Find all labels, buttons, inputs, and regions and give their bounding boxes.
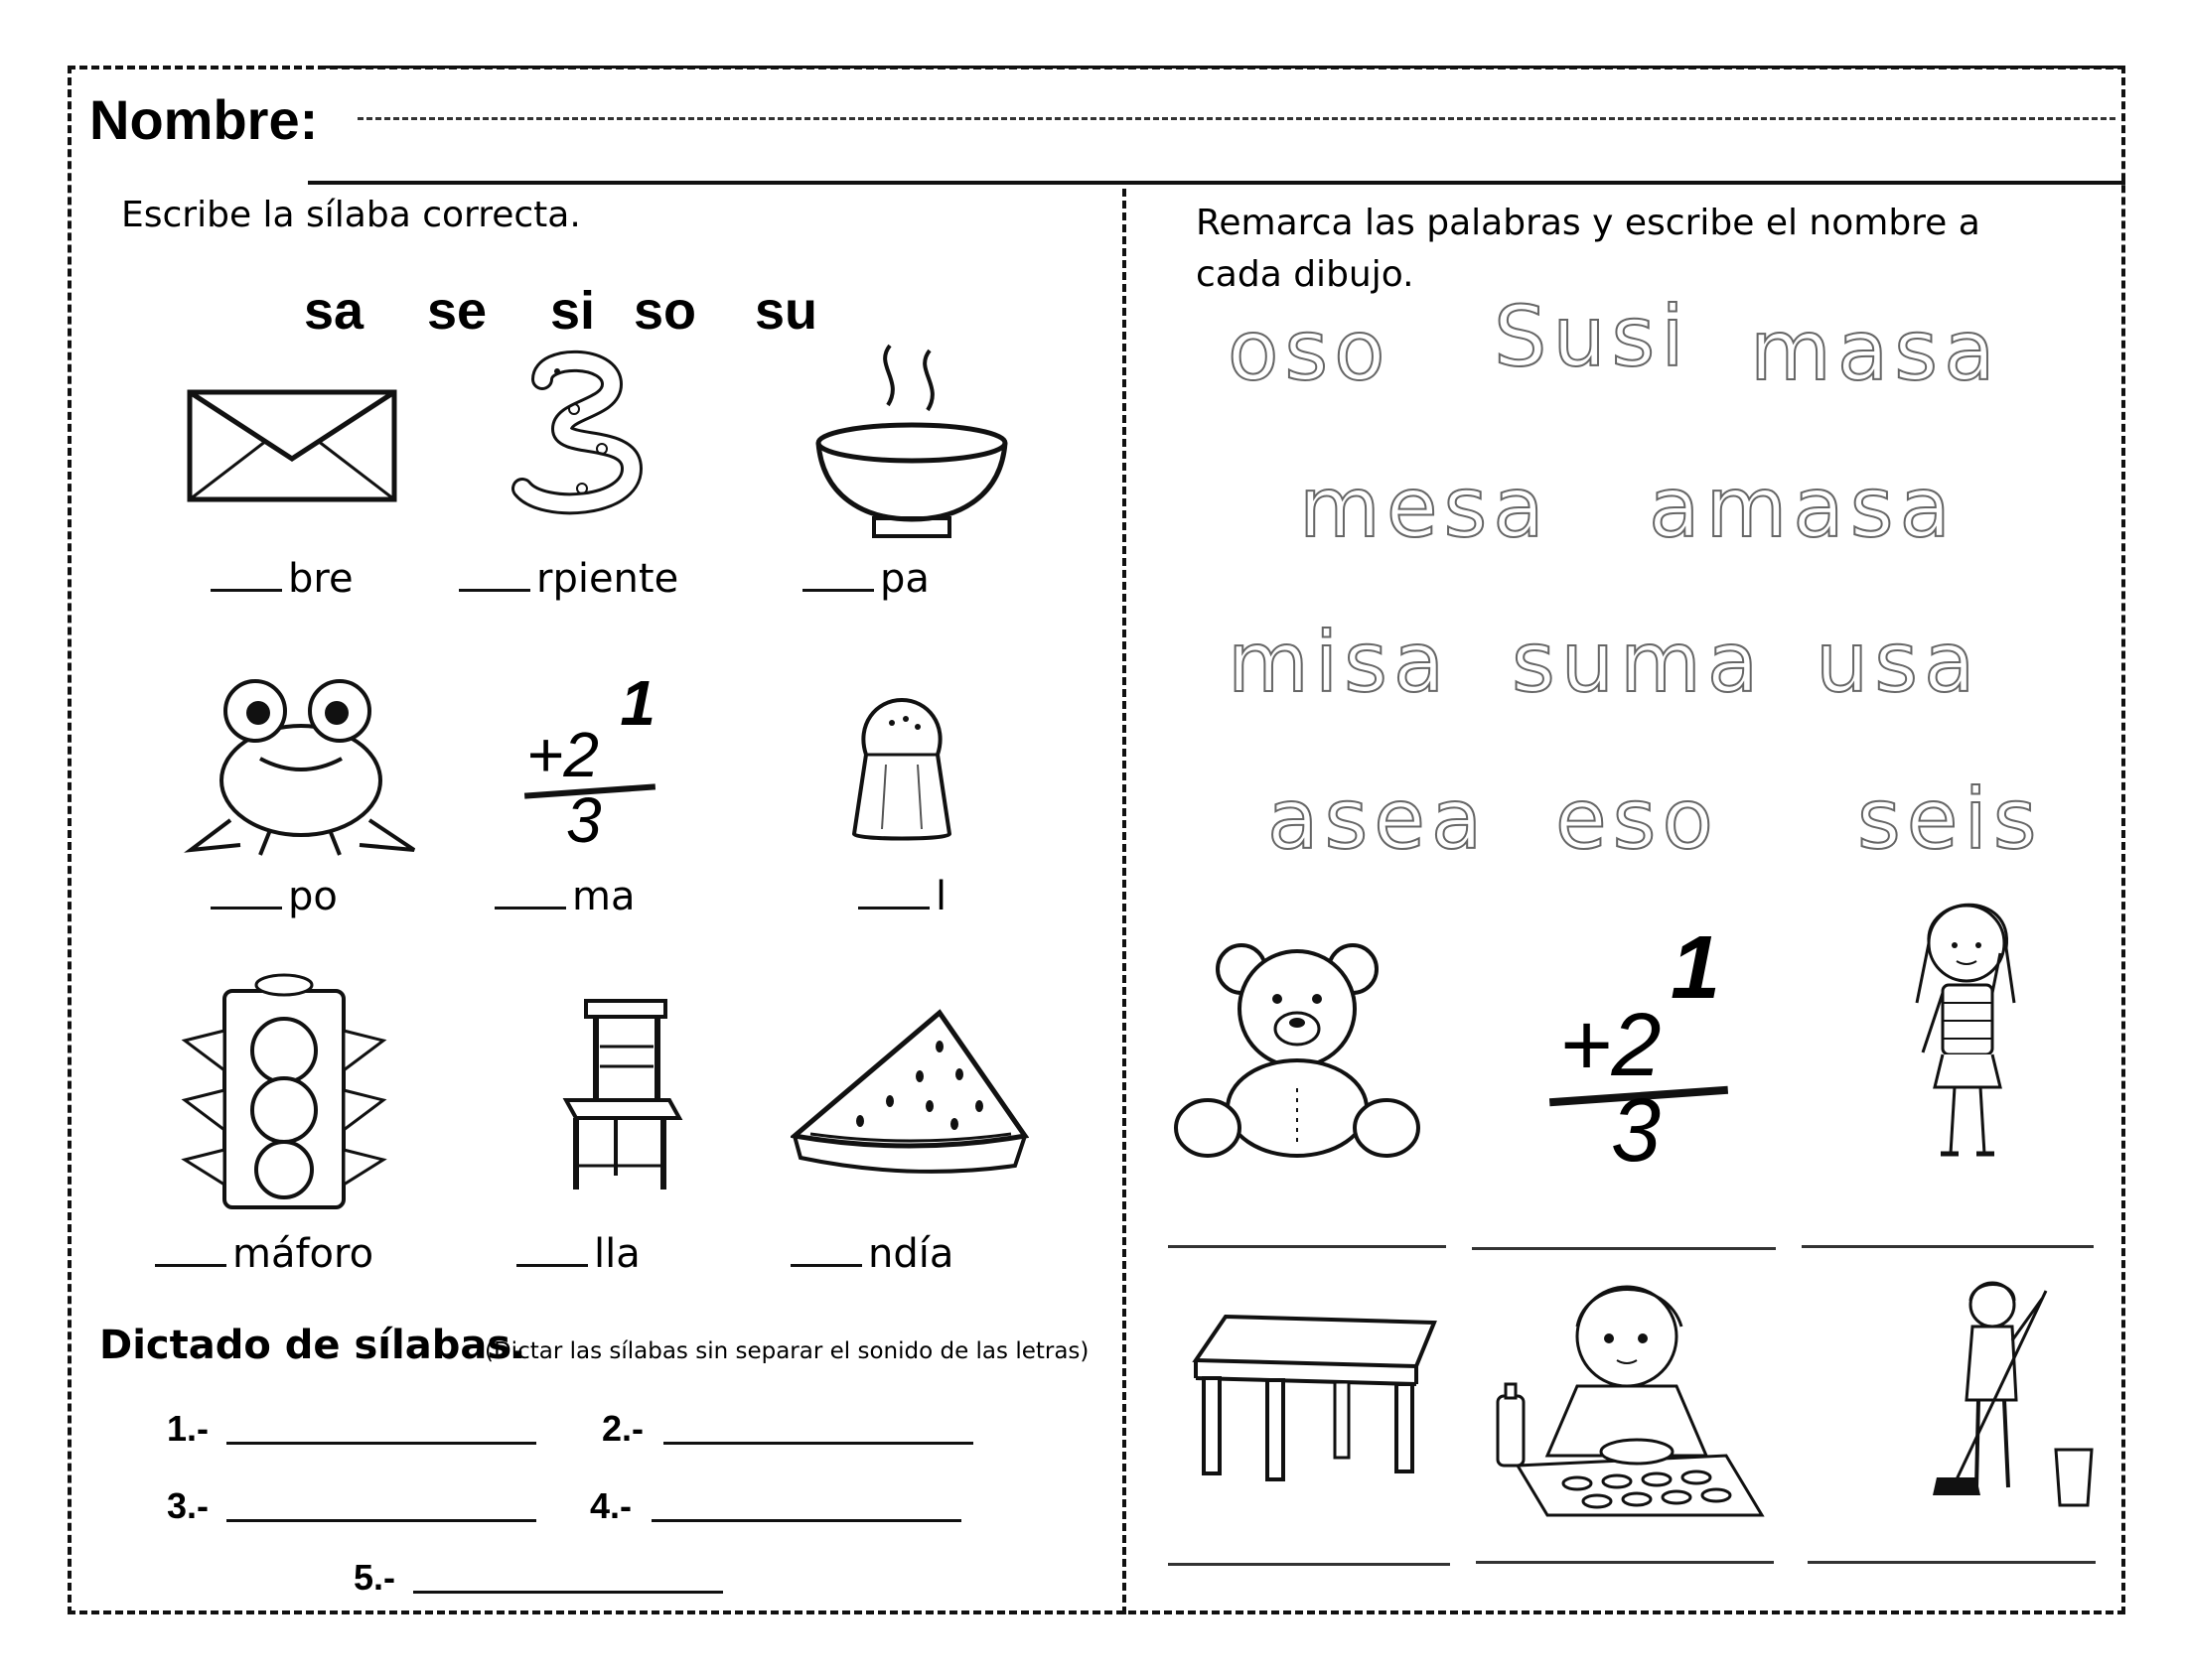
trace-word-mesa[interactable]: mesa (1299, 459, 1550, 556)
right-instruction-line-2: cada dibujo. (1196, 254, 1414, 295)
syllable-si: si (550, 281, 596, 341)
table-icon (1186, 1313, 1444, 1483)
trace-word-usa[interactable]: usa (1816, 614, 1981, 711)
dictation-number-2: 2.- (602, 1408, 645, 1449)
envelope-icon (187, 389, 397, 502)
answer-blank[interactable] (516, 1263, 588, 1267)
dictation-line-3[interactable] (226, 1519, 536, 1522)
answer-blank[interactable] (791, 1263, 862, 1267)
exercise-word-9: ndía (791, 1231, 953, 1277)
exercise-word-2: rpiente (459, 556, 678, 602)
dictation-line-5[interactable] (413, 1591, 723, 1594)
right-instruction-line-1: Remarca las palabras y escribe el nombre a (1196, 203, 1980, 243)
trace-word-susi[interactable]: Susi (1494, 288, 1690, 385)
picture-answer-line-2[interactable] (1472, 1247, 1776, 1250)
picture-answer-line-6[interactable] (1808, 1561, 2096, 1564)
syllable-sa: sa (304, 281, 364, 341)
answer-blank[interactable] (211, 588, 282, 592)
dictation-line-1[interactable] (226, 1442, 536, 1445)
chair-icon (556, 997, 683, 1191)
exercise-word-7: máforo (155, 1231, 373, 1277)
exercise-word-5: ma (495, 874, 635, 919)
answer-blank[interactable] (155, 1263, 226, 1267)
snake-icon (503, 350, 661, 518)
watermelon-icon (791, 1007, 1029, 1176)
name-label: Nombre: (89, 88, 319, 151)
answer-blank[interactable] (495, 906, 566, 910)
header-top-rule (318, 66, 2125, 69)
frog-icon (171, 671, 431, 860)
addition-sum-icon: 1 +2 3 (1541, 923, 1740, 1172)
girl-icon (1895, 894, 2044, 1172)
dictation-note: (Dictar las sílabas sin separar el sonido de las letras) (485, 1338, 1090, 1364)
dictation-title: Dictado de sílabas. (99, 1323, 526, 1368)
trace-word-suma[interactable]: suma (1512, 614, 1765, 711)
trace-word-oso[interactable]: oso (1228, 302, 1391, 399)
trace-word-asea[interactable]: asea (1267, 770, 1489, 868)
addition-sum-icon: 1 +2 3 (516, 671, 665, 840)
exercise-word-8: lla (516, 1231, 641, 1277)
picture-answer-line-4[interactable] (1168, 1563, 1450, 1566)
dictation-number-3: 3.- (167, 1485, 210, 1526)
answer-blank[interactable] (211, 906, 282, 910)
picture-answer-line-1[interactable] (1168, 1245, 1446, 1248)
exercise-word-4: po (211, 874, 338, 919)
answer-blank[interactable] (802, 588, 874, 592)
left-instruction: Escribe la sílaba correcta. (121, 195, 581, 235)
trace-word-masa[interactable]: masa (1750, 302, 2001, 399)
soup-bowl-icon (812, 336, 1011, 544)
syllable-so: so (634, 281, 697, 341)
dictation-number-1: 1.- (167, 1408, 210, 1449)
picture-answer-line-3[interactable] (1802, 1245, 2094, 1248)
dictation-number-5: 5.- (354, 1557, 396, 1598)
dictation-number-4: 4.- (590, 1485, 633, 1526)
syllable-su: su (755, 281, 818, 341)
trace-word-misa[interactable]: misa (1228, 614, 1451, 711)
trace-word-eso[interactable]: eso (1555, 770, 1719, 868)
teddy-bear-icon (1172, 939, 1422, 1160)
column-divider (1122, 189, 1126, 1614)
trace-word-amasa[interactable]: amasa (1649, 459, 1958, 556)
answer-blank[interactable] (459, 588, 530, 592)
syllable-se: se (427, 281, 488, 341)
boy-mopping-icon (1897, 1271, 2096, 1509)
name-field-line[interactable] (358, 117, 2115, 120)
traffic-light-icon (175, 971, 393, 1213)
exercise-word-6: l (858, 874, 947, 919)
answer-blank[interactable] (858, 906, 930, 910)
dictation-line-2[interactable] (663, 1442, 973, 1445)
exercise-word-1: bre (211, 556, 354, 602)
header-bottom-rule (308, 181, 2125, 185)
exercise-word-3: pa (802, 556, 930, 602)
girl-kneading-dough-icon (1478, 1267, 1776, 1517)
trace-word-seis[interactable]: seis (1857, 770, 2043, 868)
dictation-line-4[interactable] (652, 1519, 961, 1522)
picture-answer-line-5[interactable] (1476, 1561, 1774, 1564)
salt-shaker-icon (846, 695, 957, 844)
